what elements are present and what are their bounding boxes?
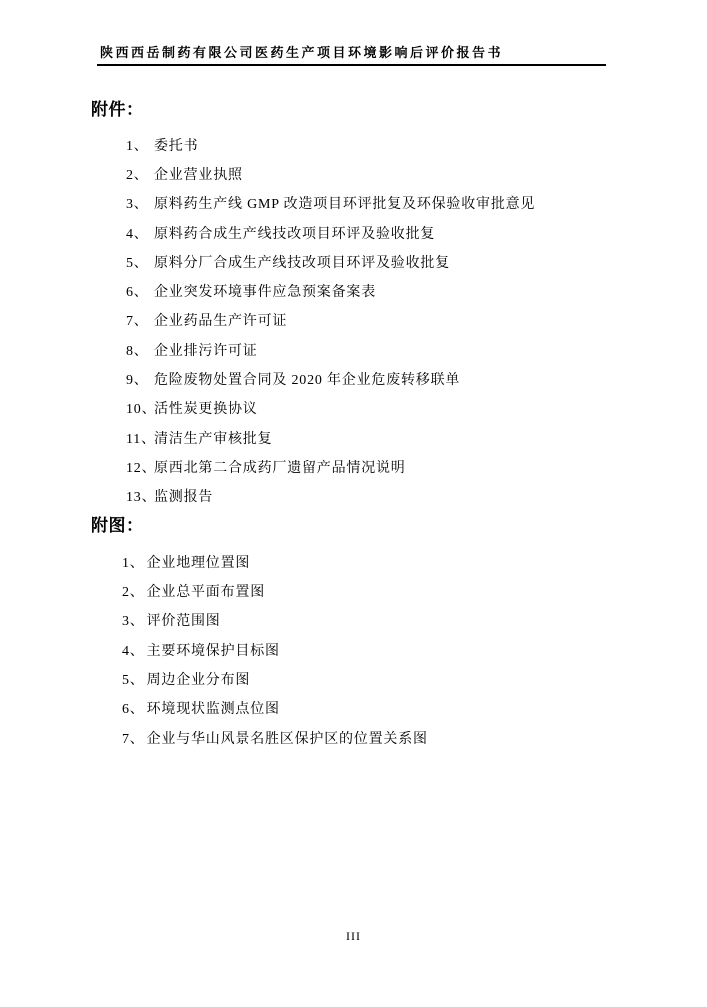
page-number: III — [346, 929, 361, 943]
item-number: 13、 — [126, 490, 157, 506]
item-number: 9、 — [126, 373, 149, 389]
item-number: 4、 — [122, 643, 145, 659]
attachment-list-item — [126, 306, 707, 335]
attachment-list-item — [126, 335, 707, 364]
item-number: 2、 — [126, 167, 149, 183]
item-text: 清洁生产审核批复 — [154, 431, 273, 447]
item-number: 1、 — [126, 138, 149, 154]
item-number: 6、 — [122, 702, 145, 718]
item-text: 主要环境保护目标图 — [146, 643, 280, 659]
attachment-list-item — [126, 276, 707, 305]
item-number: 2、 — [122, 585, 145, 601]
attachment-list-item — [126, 452, 707, 481]
item-text: 评价范围图 — [146, 614, 221, 630]
figure-list-item — [122, 576, 707, 605]
item-text: 原料药生产线 GMP 改造项目环评批复及环保验收审批意见 — [154, 197, 536, 213]
page-footer — [0, 929, 707, 943]
item-text: 企业药品生产许可证 — [154, 314, 288, 330]
item-number: 12、 — [126, 460, 157, 476]
item-text: 活性炭更换协议 — [154, 402, 258, 418]
page-header-title: 陕西西岳制药有限公司医药生产项目环境影响后评价报告书 — [100, 45, 504, 60]
figures-heading: 附图： — [91, 515, 144, 535]
item-text: 企业总平面布置图 — [146, 585, 266, 601]
item-number: 3、 — [122, 614, 145, 630]
item-number: 1、 — [122, 555, 145, 571]
attachment-list-item — [126, 364, 707, 393]
attachment-list-item — [126, 189, 707, 218]
item-text: 监测报告 — [154, 490, 214, 506]
item-text: 企业突发环境事件应急预案备案表 — [154, 285, 376, 301]
item-text: 环境现状监测点位图 — [146, 702, 280, 718]
figure-list-item — [122, 694, 707, 723]
figure-list-item — [122, 606, 707, 635]
item-text: 原料药合成生产线技改项目环评及验收批复 — [154, 226, 436, 242]
item-number: 6、 — [126, 285, 149, 301]
figure-list-item — [122, 547, 707, 576]
attachment-list-item — [126, 482, 707, 511]
attachments-heading: 附件： — [91, 100, 144, 119]
figures-list — [0, 547, 707, 752]
attachments-list — [0, 130, 707, 511]
item-text: 委托书 — [154, 138, 199, 154]
attachment-list-item — [126, 159, 707, 188]
attachment-list-item — [126, 394, 707, 423]
item-text: 原西北第二合成药厂遗留产品情况说明 — [154, 460, 406, 476]
item-number: 7、 — [122, 731, 145, 747]
item-text: 企业地理位置图 — [146, 555, 251, 571]
item-number: 3、 — [126, 197, 149, 213]
page-header — [97, 46, 606, 66]
figure-list-item — [122, 723, 707, 752]
item-text: 原料分厂合成生产线技改项目环评及验收批复 — [154, 255, 450, 271]
item-number: 8、 — [126, 343, 149, 359]
item-number: 7、 — [126, 314, 149, 330]
attachment-list-item — [126, 423, 707, 452]
figure-list-item — [122, 635, 707, 664]
figure-list-item — [122, 664, 707, 693]
item-number: 10、 — [126, 402, 157, 418]
item-number: 11、 — [126, 431, 156, 447]
item-text: 周边企业分布图 — [146, 672, 251, 688]
attachment-list-item — [126, 247, 707, 276]
attachment-list-item — [126, 130, 707, 159]
item-text: 危险废物处置合同及 2020 年企业危废转移联单 — [154, 373, 461, 389]
item-number: 5、 — [122, 672, 145, 688]
item-text: 企业营业执照 — [154, 167, 243, 183]
item-text: 企业与华山风景名胜区保护区的位置关系图 — [146, 731, 428, 747]
item-number: 4、 — [126, 226, 149, 242]
page-content — [0, 101, 707, 752]
item-number: 5、 — [126, 255, 149, 271]
attachment-list-item — [126, 218, 707, 247]
item-text: 企业排污许可证 — [154, 343, 258, 359]
